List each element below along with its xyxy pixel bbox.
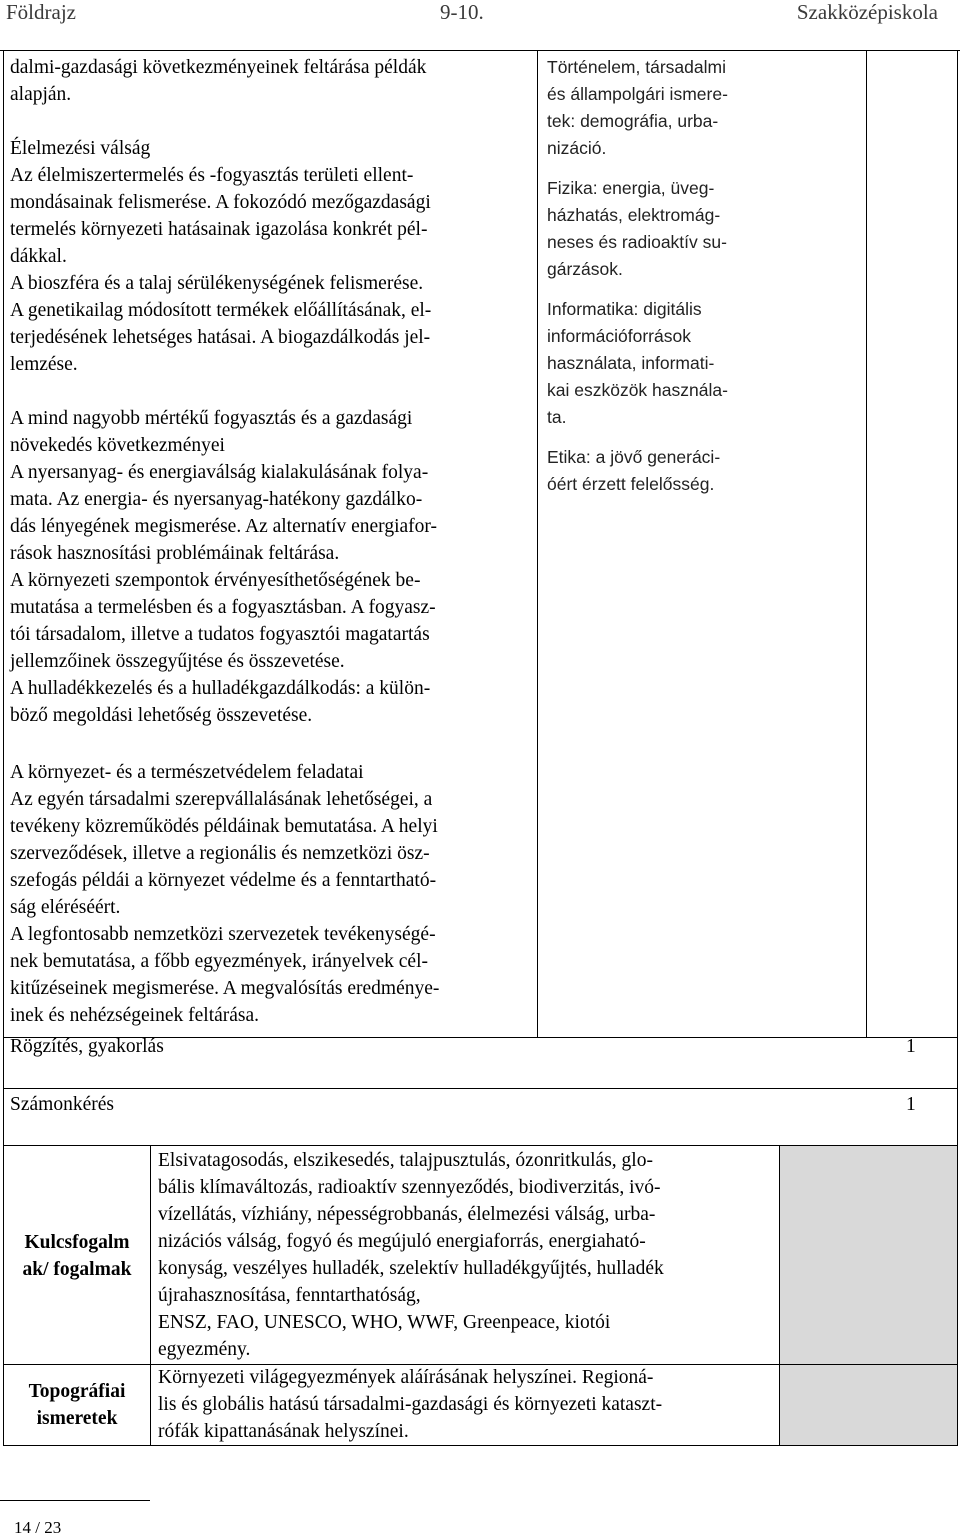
content-line: termelés környezeti hatásainak igazolása konkrét pél- [10,219,428,240]
table-border-links-hours [866,50,867,1037]
link-line: ta. [547,407,567,427]
keywords-text: Elsivatagosodás, elszikesedés, talajpusztulás, ózonritkulás, glo- bális klímaváltozás, radioaktív szennyeződés, biodiverzitás, ivó- vízellátás, vízhiány, népességrobbanás, élelmezési válság, urba- nizációs válság, fogyó és megújuló energiaforrás, energiaható- konyság, veszélyes hulladék, szelektív hulladékgyűjtés, hulladék újrahasznosítása, fenntarthatóság, ENSZ, FAO, UNESCO, WHO, WWF, Greenpeace, kiotói egyezmény. [158,1150,664,1360]
link-line: neses és radioaktív su- [547,232,727,252]
content-line: A hulladékkezelés és a hulladékgazdálkodás: a külön- [10,678,431,699]
content-line: böző megoldási lehetőség összevetése. [10,705,313,726]
content-line: Az élelmiszertermelés és -fogyasztás területi ellent- [10,165,414,186]
content-line: mondásainak felismerése. A fokozódó mezőgazdasági [10,192,431,213]
table-border-right [957,50,958,1146]
content-line: inek és nehézségeinek feltárása. [10,1005,260,1026]
content-line: jellemzőinek összegyűjtése és összevetése. [10,651,345,672]
link-line: Etika: a jövő generáci- [547,447,721,467]
gray-cell [779,1145,957,1445]
content-line: alapján. [10,84,72,105]
link-line: Fizika: energia, üveg- [547,178,715,198]
content-line: mutatása a termelésben és a fogyasztásban. A fogyasz- [10,597,436,618]
content-line: rások hasznosítási problémáinak feltárása. [10,543,340,564]
link-line: és állampolgári ismere- [547,84,728,104]
link-line: házhatás, elektromág- [547,205,721,225]
content-heading: növekedés következményei [10,435,225,456]
content-spacer [10,108,437,135]
table-border-left [3,50,4,1146]
practice-hours: 1 [906,1036,916,1057]
content-block-2 [10,759,439,1029]
footer-rule [0,1500,150,1501]
kw-table-label-divider [150,1145,151,1445]
content-line: tói társadalom, illetve a tudatos fogyasztói magatartás [10,624,430,645]
link-line: tek: demográfia, urba- [547,111,719,131]
link-line: Történelem, társadalmi [547,57,726,77]
content-heading: A környezet- és a természetvédelem feladatai [10,762,364,783]
kw-table-bottom [3,1445,958,1446]
content-block-1 [10,54,437,729]
content-line: dalmi-gazdasági következményeinek feltárása példák [10,57,427,78]
content-line: szerveződések, illetve a regionális és nemzetközi ösz- [10,843,430,864]
kw-table-right [957,1145,958,1445]
content-line: dákkal. [10,246,67,267]
link-line: kai eszközök használa- [547,380,728,400]
topography-text: Környezeti világegyezmények aláírásának helyszínei. Regioná- lis és globális hatású társadalmi-gazdasági és környezeti kataszt- rófák kipattanásának helyszínei. [158,1367,663,1442]
assessment-label: Számonkérés [10,1094,114,1115]
content-line: lemzése. [10,354,78,375]
assessment-hours: 1 [906,1094,916,1115]
content-line: A környezeti szempontok érvényesíthetőségének be- [10,570,421,591]
practice-label: Rögzítés, gyakorlás [10,1036,164,1057]
link-line: használata, informati- [547,353,715,373]
keywords-label: Kulcsfogalm ak/ fogalmak [22,1232,132,1280]
content-heading: Élelmezési válság [10,138,151,159]
link-line: óért érzett felelősség. [547,474,715,494]
content-line: A legfontosabb nemzetközi szervezetek tevékenységé- [10,924,436,945]
content-line: Az egyén társadalmi szerepvállalásának lehetőségei, a [10,789,433,810]
content-line: A genetikailag módosított termékek előállításának, el- [10,300,432,321]
kw-table-top [3,1145,958,1146]
content-line: A nyersanyag- és energiaválság kialakulásának folya- [10,462,429,483]
content-line: mata. Az energia- és nyersanyag-hatékony gazdálko- [10,489,423,510]
link-line: gárzások. [547,259,623,279]
content-line: ság eléréséért. [10,897,121,918]
table-rule-assessment [3,1088,958,1089]
header-grade: 9-10. [440,0,484,24]
topography-label: Topográfiai ismeretek [28,1381,126,1429]
content-line: nek bemutatása, a főbb egyezmények, irányelvek cél- [10,951,428,972]
link-line: nizáció. [547,138,607,158]
link-line: Informatika: digitális [547,299,702,319]
header-school-type: Szakközépiskola [796,0,938,24]
content-line: A bioszféra és a talaj sérülékenységének felismerése. [10,273,424,294]
kw-table-gray-divider [779,1145,780,1445]
content-line: dás lényegének megismerése. Az alternatív energiafor- [10,516,437,537]
content-spacer [10,378,437,405]
content-heading: A mind nagyobb mértékű fogyasztás és a gazdasági [10,408,413,429]
link-line: információforrások [547,326,691,346]
content-line: tevékeny közreműködés példáinak bemutatása. A helyi [10,816,438,837]
content-line: szefogás példái a környezet védelme és a fenntartható- [10,870,437,891]
content-line: kitűzéseinek megismerése. A megvalósítás eredménye- [10,978,440,999]
header-subject: Földrajz [6,0,76,24]
content-line: terjedésének lehetséges hatásai. A biogazdálkodás jel- [10,327,431,348]
table-border-content-links [537,50,538,1037]
page-number: 14 / 23 [14,1518,62,1537]
cross-curricular-links [547,54,728,498]
header-rule [0,50,960,51]
